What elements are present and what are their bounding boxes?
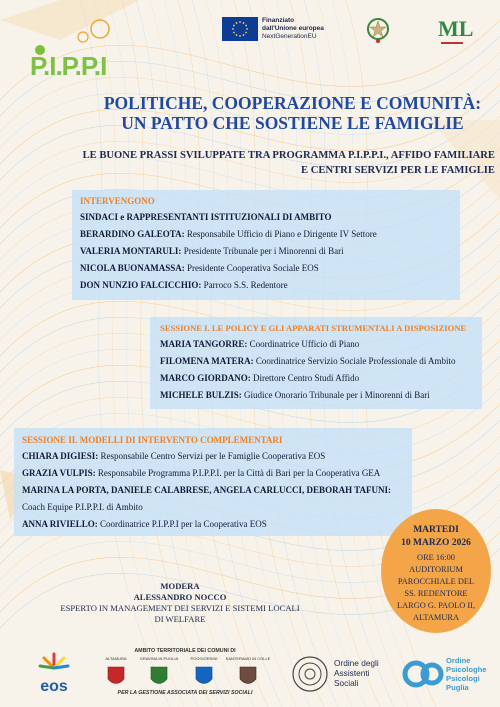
assistenti-sociali-line-2: Assistenti — [334, 668, 370, 678]
speaker-row — [160, 370, 472, 387]
speaker-name: MARCO GIORDANO: — [160, 373, 251, 383]
speaker-row — [22, 465, 404, 482]
eos-logo — [28, 648, 80, 700]
assistenti-sociali-line-3: Sociali — [334, 678, 359, 688]
eu-star-icon — [245, 32, 247, 34]
subtitle-line-2: E CENTRI SERVIZI PER LE FAMIGLIE — [301, 165, 495, 176]
speaker-row — [160, 387, 472, 404]
gestione-associata: PER LA GESTIONE ASSOCIATA DEI SERVIZI SOCIALI — [117, 690, 253, 696]
speaker-row — [80, 277, 452, 294]
eos-sun-icon — [28, 648, 80, 682]
speaker-name: FILOMENA MATERA: — [160, 356, 254, 366]
intervengono-heading: INTERVENGONO — [80, 196, 155, 206]
event-place-5: ALTAMURA — [412, 613, 459, 622]
towns-row — [96, 656, 274, 664]
sessione-1-panel — [150, 317, 482, 409]
pippi-logo — [30, 15, 130, 85]
eu-star-icon — [246, 28, 248, 30]
town-santeramo: SANTERAMO IN COLLE — [225, 656, 271, 661]
eu-star-icon — [239, 21, 241, 23]
subtitle-line-1: LE BUONE PRASSI SVILUPPATE TRA PROGRAMMA P.I.P.P.I., AFFIDO FAMILIARE — [82, 150, 495, 161]
speaker-row — [22, 516, 404, 533]
eu-funding-logo — [222, 17, 332, 45]
main-title-line-1: POLITICHE, COOPERAZIONE E COMUNITÀ: — [103, 93, 482, 113]
speaker-name: ANNA RIVIELLO: — [22, 519, 98, 529]
moderator-label: MODERA — [160, 581, 200, 591]
eu-star-icon — [245, 25, 247, 27]
event-date-circle — [381, 509, 491, 633]
speaker-role: Coordinatrice P.I.P.P.I per la Cooperativa EOS — [97, 519, 267, 529]
eu-star-icon — [243, 22, 245, 24]
assistenti-sociali-line-1: Ordine degli — [334, 658, 379, 668]
speaker-role: Responsabile Programma P.I.P.P.I. per la Città di Bari per la Cooperativa GEA — [95, 468, 381, 478]
sessione-2-list — [22, 448, 404, 533]
speaker-name: BERARDINO GALEOTA: — [80, 229, 185, 239]
sessione-1-list — [160, 336, 472, 404]
speaker-role: Direttore Centro Studi Affido — [250, 373, 360, 383]
gravina-crest-icon — [151, 667, 167, 684]
assistenti-sociali-logo-icon — [290, 654, 330, 694]
speaker-name: MARINA LA PORTA, DANIELE CALABRESE, ANGELA CARLUCCI, DEBORAH TAFUNI: — [22, 485, 391, 495]
eos-logo-text: eos — [40, 678, 68, 695]
speaker-row — [80, 260, 452, 277]
event-day: MARTEDI — [413, 525, 459, 535]
eu-star-icon — [233, 25, 235, 27]
ml-logo-text: ML — [438, 16, 474, 41]
ordine-psicologi-line-4: Puglia — [446, 683, 469, 692]
speaker-role: Parroco S.S. Redentore — [201, 280, 288, 290]
event-place-1: AUDITORIUM — [409, 565, 463, 574]
eu-line-3: NextGenerationEU — [262, 33, 317, 40]
subtitle — [30, 148, 495, 178]
main-title — [90, 93, 495, 133]
eu-star-icon — [236, 34, 238, 36]
event-place-3: SS. REDENTORE — [404, 589, 468, 598]
eu-flag-icon — [222, 17, 258, 41]
altamura-crest-icon — [108, 667, 124, 684]
italian-republic-emblem-icon — [365, 16, 391, 44]
event-place-2: PAROCCHIALE DEL — [397, 577, 475, 586]
sessione-2-heading: SESSIONE II. MODELLI DI INTERVENTO COMPLEMENTARI — [22, 435, 283, 445]
speaker-name: CHIARA DIGIESI: — [22, 451, 99, 461]
ordine-psicologi-line-3: Psicologi — [446, 674, 480, 683]
town-altamura: ALTAMURA — [105, 656, 127, 661]
eu-star-icon — [239, 35, 241, 37]
speaker-name: MICHELE BULZIS: — [160, 390, 242, 400]
ordine-psicologi-logo-icon — [402, 654, 444, 694]
speaker-role: Coordinatrice Servizio Sociale Professionale di Ambito — [253, 356, 456, 366]
event-time: ORE 16:00 — [417, 553, 455, 562]
speaker-row — [160, 353, 472, 370]
eu-star-icon — [243, 34, 245, 36]
speaker-role: Coach Equipe P.I.P.P.I. di Ambito — [22, 502, 143, 512]
speaker-role: Responsabile Ufficio di Piano e Dirigente IV Settore — [184, 229, 377, 239]
speaker-role: Presidente Tribunale per i Minorenni di Bari — [181, 246, 344, 256]
speaker-name: NICOLA BUONAMASSA: — [80, 263, 185, 273]
moderator-block — [20, 581, 340, 625]
speaker-row — [80, 243, 452, 260]
ordine-psicologi-text — [446, 656, 487, 692]
speaker-row — [22, 499, 404, 516]
speaker-row — [80, 226, 452, 243]
santeramo-crest-icon — [240, 667, 256, 684]
event-place-4: LARGO G. PAOLO II, — [396, 601, 476, 610]
speaker-role: Presidente Cooperativa Sociale EOS — [184, 263, 319, 273]
speaker-row — [22, 448, 404, 465]
town-gravina: GRAVINA IN PUGLIA — [139, 656, 179, 661]
speaker-name: DON NUNZIO FALCICCHIO: — [80, 280, 202, 290]
speaker-role: Giudice Onorario Tribunale per i Minorenni di Bari — [241, 390, 430, 400]
speaker-row — [160, 336, 472, 353]
eu-star-icon — [233, 32, 235, 34]
intervengono-panel — [72, 190, 460, 300]
poggiorsini-crest-icon — [196, 667, 212, 684]
speaker-name: MARIA TANGORRE: — [160, 339, 248, 349]
moderator-role-1: ESPERTO IN MANAGEMENT DEI SERVIZI E SISTEMI LOCALI — [60, 603, 300, 613]
speaker-row — [80, 209, 452, 226]
sessione-1-heading: SESSIONE I. LE POLICY E GLI APPARATI STRUMENTALI A DISPOSIZIONE — [160, 323, 467, 333]
eu-line-1: Finanziato — [262, 17, 295, 24]
ordine-psicologi-line-2: Psicologhe — [446, 665, 487, 674]
ml-ministry-logo — [438, 16, 474, 46]
moderator-role-2: DI WELFARE — [154, 614, 206, 624]
ordine-psicologi-line-1: Ordine — [446, 656, 471, 665]
speaker-row — [22, 482, 404, 499]
speaker-name: VALERIA MONTARULI: — [80, 246, 182, 256]
event-date: 10 MARZO 2026 — [401, 538, 471, 548]
assistenti-sociali-text — [334, 658, 379, 688]
sessione-2-panel — [14, 428, 412, 536]
main-title-line-2: UN PATTO CHE SOSTIENE LE FAMIGLIE — [121, 113, 464, 133]
town-crests — [96, 665, 274, 689]
pippi-logo-text: P.I.P.P.I — [30, 51, 107, 81]
intervengono-list — [80, 209, 452, 294]
eu-line-2: dall'Unione europea — [262, 25, 324, 32]
speaker-name: GRAZIA VULPIS: — [22, 468, 96, 478]
speaker-role: Coordinatrice Ufficio di Piano — [247, 339, 360, 349]
ambito-title: AMBITO TERRITORIALE DEI COMUNI DI — [134, 648, 236, 654]
town-poggiorsini: POGGIORSINI — [190, 656, 218, 661]
speaker-name: SINDACI e RAPPRESENTANTI ISTITUZIONALI DI AMBITO — [80, 212, 332, 222]
speaker-role: Responsabile Centro Servizi per le Famiglie Cooperativa EOS — [98, 451, 326, 461]
eu-star-icon — [232, 28, 234, 30]
moderator-name: ALESSANDRO NOCCO — [133, 592, 227, 602]
eu-star-icon — [236, 22, 238, 24]
